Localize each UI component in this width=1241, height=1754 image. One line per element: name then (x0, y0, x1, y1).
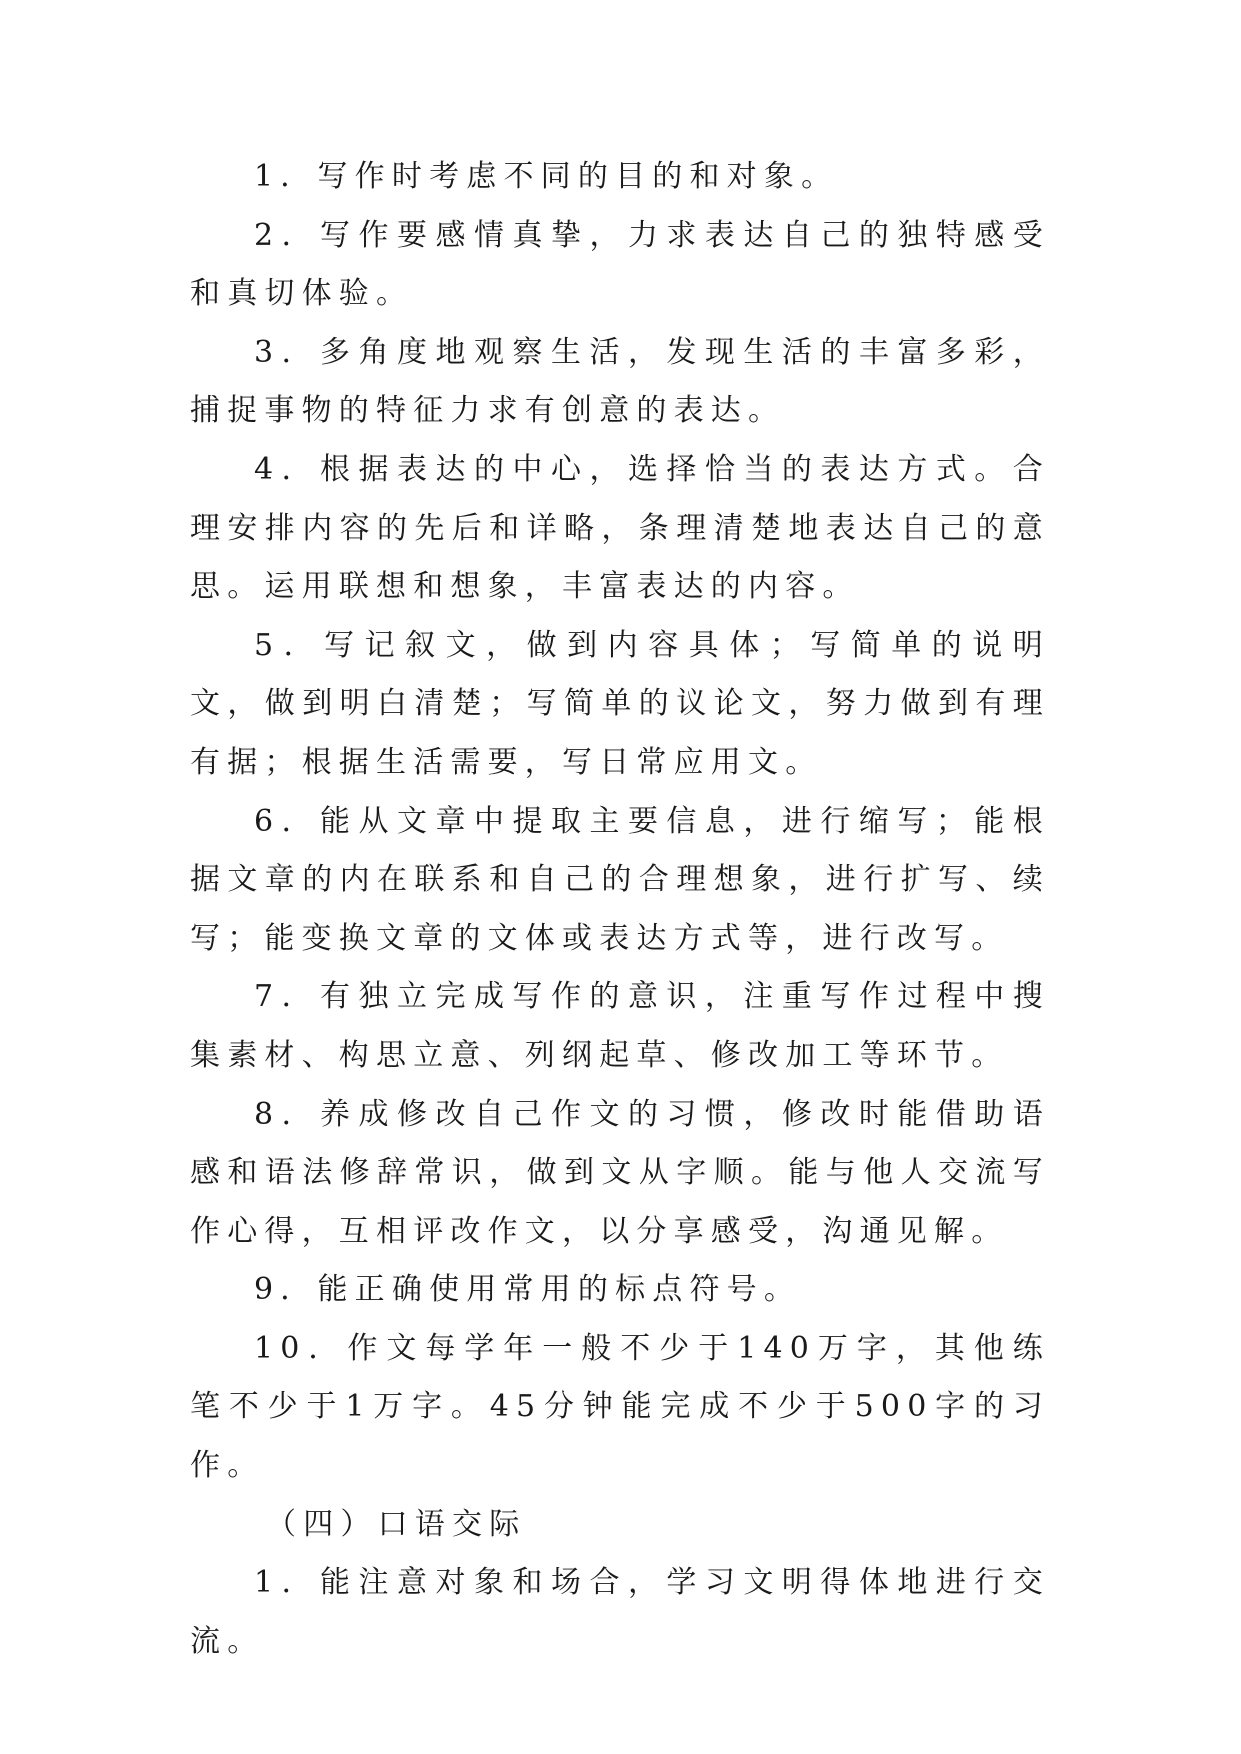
paragraph-item-final: 1．能注意对象和场合，学习文明得体地进行交流。 (190, 1565, 1050, 1659)
paragraph-item-4: 4．根据表达的中心，选择恰当的表达方式。合理安排内容的先后和详略，条理清楚地表达自己的意思。运用联想和想象，丰富表达的内容。 (190, 451, 1050, 605)
paragraph-item-7: 7．有独立完成写作的意识，注重写作过程中搜集素材、构思立意、列纲起草、修改加工等环节。 (190, 979, 1050, 1073)
paragraph-item-8: 8．养成修改自己作文的习惯，修改时能借助语感和语法修辞常识，做到文从字顺。能与他人交流写作心得，互相评改作文，以分享感受，沟通见解。 (190, 1096, 1050, 1249)
paragraph-item-10: 10．作文每学年一般不少于140万字，其他练笔不少于1万字。45分钟能完成不少于500字的习作。 (190, 1330, 1050, 1484)
document-page (190, 148, 1050, 1671)
paragraph-item-5: 5．写记叙文，做到内容具体；写简单的说明文，做到明白清楚；写简单的议论文，努力做到有理有据；根据生活需要，写日常应用文。 (190, 627, 1050, 780)
paragraph-item-3: 3．多角度地观察生活，发现生活的丰富多彩，捕捉事物的特征力求有创意的表达。 (190, 334, 1050, 429)
section-heading: （四）口语交际 (266, 1506, 527, 1542)
paragraph-item-1: 1．写作时考虑不同的目的和对象。 (254, 159, 839, 194)
paragraph-item-9: 9．能正确使用常用的标点符号。 (254, 1272, 802, 1308)
paragraph-item-2: 2．写作要感情真挚，力求表达自己的独特感受和真切体验。 (190, 217, 1050, 312)
paragraph-item-6: 6．能从文章中提取主要信息，进行缩写；能根据文章的内在联系和自己的合理想象，进行扩写、续写；能变换文章的文体或表达方式等，进行改写。 (190, 803, 1050, 956)
